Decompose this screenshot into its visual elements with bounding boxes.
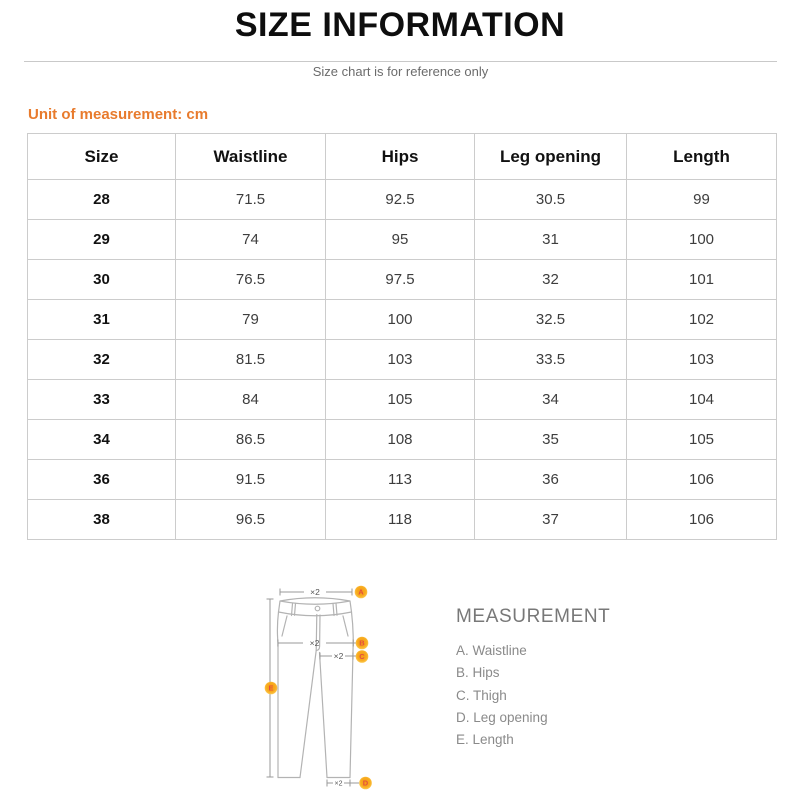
size-cell: 38 (28, 500, 176, 540)
value-cell: 95 (326, 220, 475, 260)
value-cell: 103 (326, 340, 475, 380)
value-cell: 79 (176, 300, 326, 340)
value-cell: 102 (627, 300, 777, 340)
belt-loop-right (333, 603, 337, 615)
badge-d-letter: D (362, 778, 369, 788)
table-body (28, 180, 777, 540)
value-cell: 36 (475, 460, 627, 500)
size-cell: 34 (28, 420, 176, 460)
column-header: Hips (326, 134, 475, 180)
badge-e-letter: E (268, 683, 274, 693)
table-row (28, 420, 777, 460)
table-row (28, 300, 777, 340)
value-cell: 100 (326, 300, 475, 340)
value-cell: 105 (326, 380, 475, 420)
measurement-legend (456, 640, 548, 751)
value-cell: 106 (627, 460, 777, 500)
table-row (28, 340, 777, 380)
badge-a-letter: A (358, 587, 364, 597)
size-cell: 36 (28, 460, 176, 500)
value-cell: 71.5 (176, 180, 326, 220)
size-cell: 30 (28, 260, 176, 300)
table-header-row (28, 134, 777, 180)
right-outer-seam (350, 612, 353, 778)
dimension-lines (267, 586, 360, 787)
size-cell: 32 (28, 340, 176, 380)
pants-outline (277, 598, 353, 778)
value-cell: 37 (475, 500, 627, 540)
size-table (27, 133, 777, 540)
table-row (28, 500, 777, 540)
belt-loop-left (292, 603, 296, 615)
size-cell: 29 (28, 220, 176, 260)
page-title: SIZE INFORMATION (234, 6, 566, 44)
legend-item: D. Leg opening (456, 709, 548, 725)
value-cell: 96.5 (176, 500, 326, 540)
value-cell: 32.5 (475, 300, 627, 340)
value-cell: 91.5 (176, 460, 326, 500)
button (315, 606, 320, 611)
value-cell: 31 (475, 220, 627, 260)
hips-x2-label: ×2 (309, 637, 320, 648)
value-cell: 86.5 (176, 420, 326, 460)
value-cell: 30.5 (475, 180, 627, 220)
column-header: Length (627, 134, 777, 180)
value-cell: 99 (627, 180, 777, 220)
value-cell: 101 (627, 260, 777, 300)
value-cell: 113 (326, 460, 475, 500)
value-cell: 35 (475, 420, 627, 460)
badge-b-letter: B (359, 638, 365, 648)
badge-c-letter: C (359, 652, 365, 662)
dim-labels (310, 587, 344, 788)
value-cell: 105 (627, 420, 777, 460)
column-header: Leg opening (475, 134, 627, 180)
column-header: Waistline (176, 134, 326, 180)
value-cell: 81.5 (176, 340, 326, 380)
pocket-left (282, 616, 287, 636)
value-cell: 74 (176, 220, 326, 260)
size-cell: 31 (28, 300, 176, 340)
value-cell: 97.5 (326, 260, 475, 300)
unit-of-measurement-label: Unit of measurement: cm (28, 106, 209, 123)
waist-x2-label: ×2 (310, 586, 320, 597)
value-cell: 106 (627, 500, 777, 540)
value-cell: 33.5 (475, 340, 627, 380)
value-cell: 118 (326, 500, 475, 540)
legend-item: B. Hips (456, 665, 500, 681)
pocket-right (343, 616, 348, 636)
table-row (28, 380, 777, 420)
value-cell: 32 (475, 260, 627, 300)
table-row (28, 460, 777, 500)
dim-leg-opening (327, 780, 359, 787)
thigh-x2-label: ×2 (333, 650, 344, 661)
legend-item: A. Waistline (456, 643, 527, 658)
pants-measurement-diagram (240, 570, 390, 800)
measurement-heading: MEASUREMENT (456, 606, 611, 627)
legend-item: E. Length (456, 732, 514, 748)
left-inner-seam (300, 651, 316, 778)
leg-opening-x2-label: ×2 (334, 780, 343, 788)
value-cell: 103 (627, 340, 777, 380)
header-divider (24, 61, 777, 62)
value-cell: 92.5 (326, 180, 475, 220)
left-outer-seam (277, 612, 278, 778)
column-header: Size (28, 134, 176, 180)
value-cell: 34 (475, 380, 627, 420)
table-row (28, 260, 777, 300)
right-inner-seam (320, 653, 328, 778)
page-subtitle: Size chart is for reference only (312, 64, 489, 79)
table-row (28, 180, 777, 220)
table-row (28, 220, 777, 260)
legend-item: C. Thigh (456, 687, 507, 703)
value-cell: 108 (326, 420, 475, 460)
value-cell: 104 (627, 380, 777, 420)
value-cell: 100 (627, 220, 777, 260)
size-cell: 33 (28, 380, 176, 420)
size-cell: 28 (28, 180, 176, 220)
value-cell: 76.5 (176, 260, 326, 300)
value-cell: 84 (176, 380, 326, 420)
